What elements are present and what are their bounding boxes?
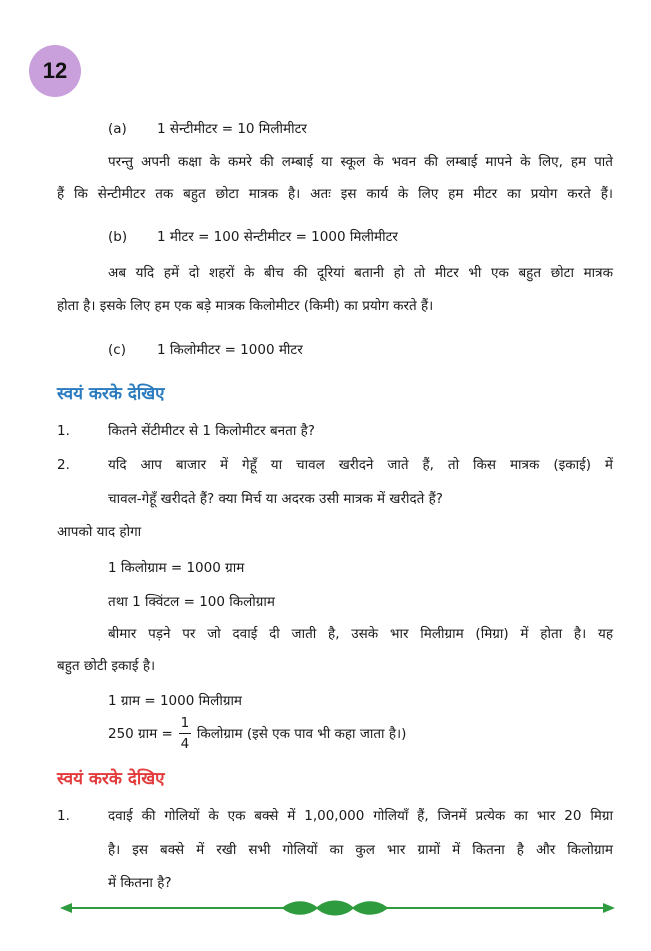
gram-equation: 1 ग्राम = 1000 मिलीग्राम <box>108 693 243 709</box>
recall-intro: आपको याद होगा <box>57 524 142 540</box>
activity1-q2-number: 2. <box>57 457 70 473</box>
activity1-heading: स्वयं करके देखिए <box>57 384 165 404</box>
fraction-one-quarter <box>179 715 191 752</box>
kilogram-equation: 1 किलोग्राम = 1000 ग्राम <box>108 560 245 576</box>
para1-line1: परन्तु अपनी कक्षा के कमरे की लम्बाई या स्कूल के भवन की लम्बाई मापने के लिए, हम पाते <box>108 154 613 170</box>
item-a-label: (a) <box>108 121 127 137</box>
item-b-text: 1 मीटर = 100 सेन्टीमीटर = 1000 मिलीमीटर <box>157 229 398 245</box>
activity2-q1-line3: में कितना है? <box>108 875 172 891</box>
quintal-equation: तथा 1 क्विंटल = 100 किलोग्राम <box>108 594 275 610</box>
divider-leaf-3 <box>352 901 388 915</box>
fraction-numerator: 1 <box>180 715 190 731</box>
activity1-q1-text: कितने सेंटीमीटर से 1 किलोमीटर बनता है? <box>108 423 315 439</box>
divider-left-arrow <box>60 903 72 913</box>
activity2-q1-line1: दवाई की गोलियों के एक बक्से में 1,00,000 गोलियाँ हैं, जिनमें प्रत्येक का भार 20 मिग्रा <box>108 808 613 824</box>
medicine-line2: बहुत छोटी इकाई है। <box>57 658 156 674</box>
activity1-q1-number: 1. <box>57 423 70 439</box>
divider-right-arrow <box>603 903 615 913</box>
item-c-label: (c) <box>108 342 126 358</box>
medicine-line1: बीमार पड़ने पर जो दवाई दी जाती है, उसके भार मिलीग्राम (मिग्रा) में होता है। यह <box>108 626 613 642</box>
activity2-heading: स्वयं करके देखिए <box>57 769 165 789</box>
activity2-q1-line2: है। इस बक्से में रखी सभी गोलियों का कुल भार ग्रामों में कितना है और किलोग्राम <box>108 842 613 858</box>
activity1-q2-line2: चावल-गेहूँ खरीदते हैं? क्या मिर्च या अदरक उसी मात्रक में खरीदते हैं? <box>108 491 443 507</box>
activity2-q1-number: 1. <box>57 808 70 824</box>
page-number-badge <box>29 45 81 97</box>
pav-equation <box>108 715 406 752</box>
item-c-text: 1 किलोमीटर = 1000 मीटर <box>157 342 303 358</box>
item-a-text: 1 सेन्टीमीटर = 10 मिलीमीटर <box>157 121 307 137</box>
para2-line1: अब यदि हमें दो शहरों के बीच की दूरियां बतानी हो तो मीटर भी एक बहुत छोटा मात्रक <box>108 265 613 281</box>
divider-leaf-2 <box>316 901 354 916</box>
pav-left: 250 ग्राम = <box>108 725 173 742</box>
pav-right: किलोग्राम (इसे एक पाव भी कहा जाता है।) <box>196 725 407 742</box>
fraction-denominator: 4 <box>180 736 190 752</box>
item-b-label: (b) <box>108 229 128 245</box>
para2-line2: होता है। इसके लिए हम एक बड़े मात्रक किलोमीटर (किमी) का प्रयोग करते हैं। <box>57 298 434 314</box>
fraction-bar <box>179 733 191 734</box>
activity1-q2-line1: यदि आप बाजार में गेहूँ या चावल खरीदने जाते हैं, तो किस मात्रक (इकाई) में <box>108 457 613 473</box>
page-number: 12 <box>42 58 68 83</box>
para1-line2: हैं कि सेन्टीमीटर तक बहुत छोटा मात्रक है। अतः इस कार्य के लिए हम मीटर का प्रयोग करते हैं। <box>57 186 613 202</box>
decorative-divider <box>60 897 615 919</box>
divider-leaf-1 <box>282 901 318 915</box>
